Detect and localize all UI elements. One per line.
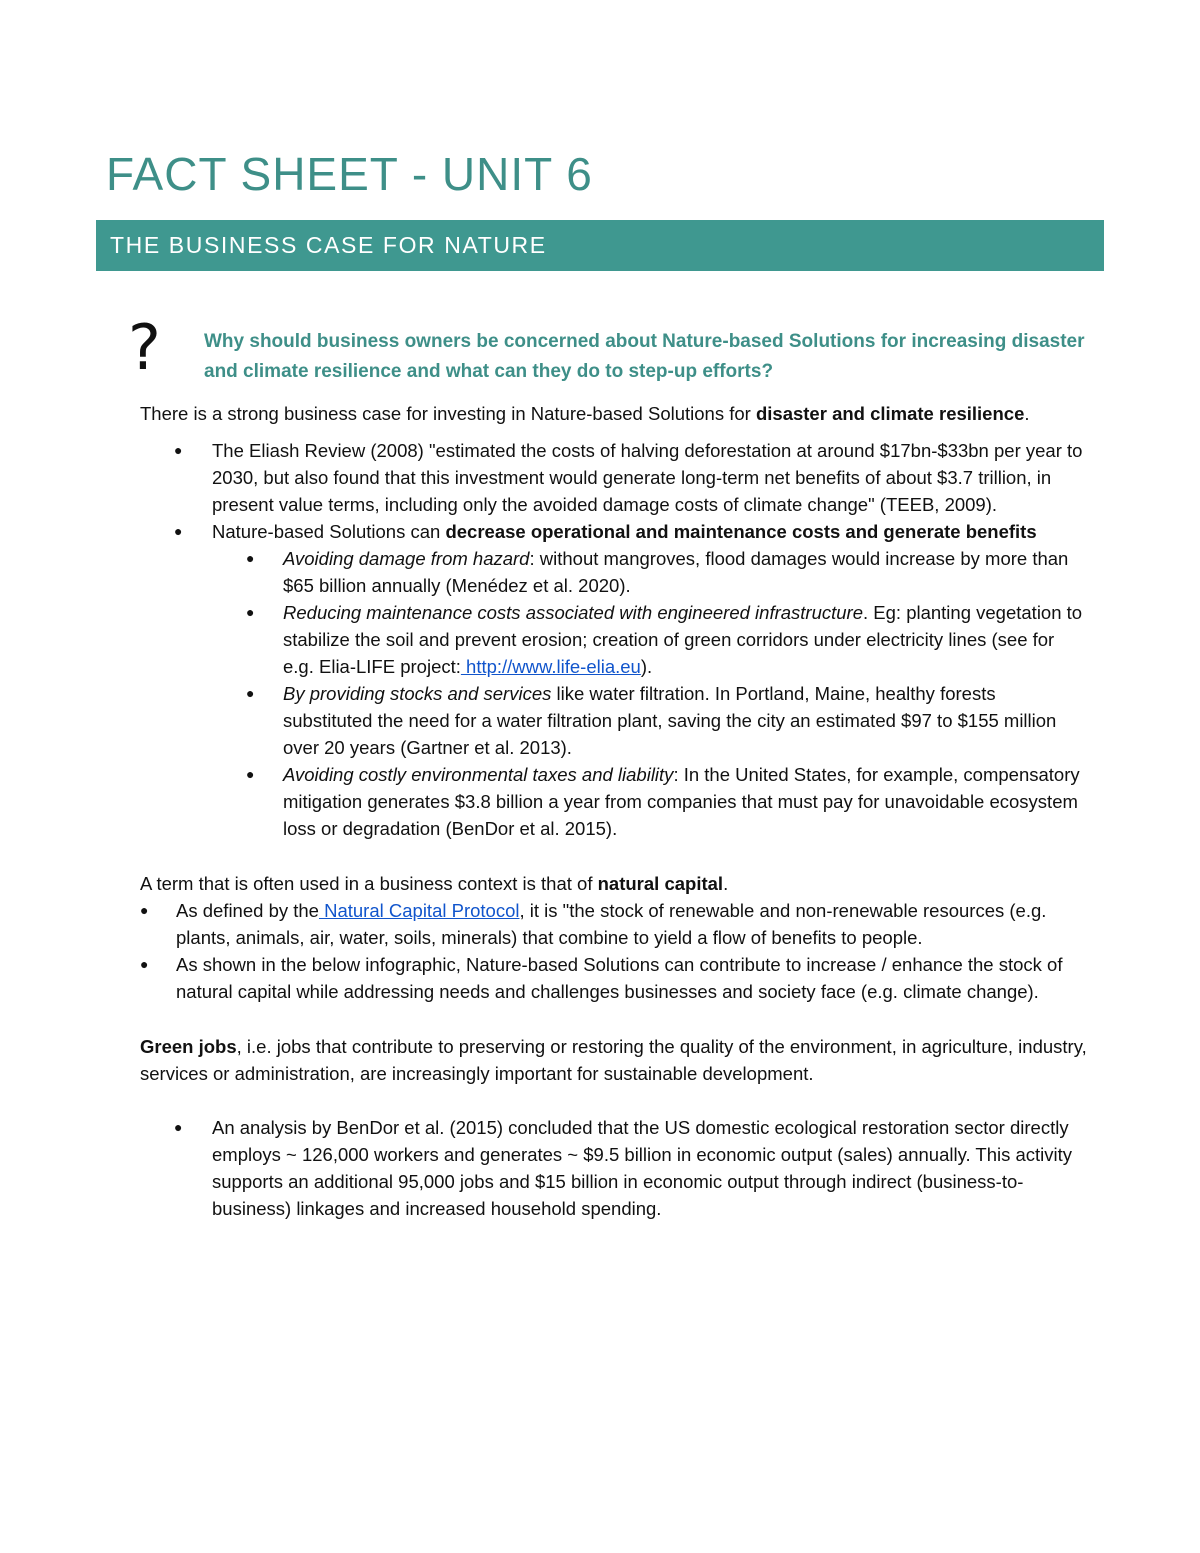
natural-capital-list (140, 897, 1090, 1005)
sub-italic: Avoiding damage from hazard (283, 548, 530, 569)
sub-after: ). (640, 656, 653, 677)
sub-text: like water filtration. In Portland, Maine, healthy forests substituted the need for a water filtration plant, saving the city an estimated $97 to $155 million over 20 years (Gartner et al. 2013). (283, 683, 1057, 758)
question-mark-icon: ? (128, 311, 161, 384)
bullet-icon: ● (246, 766, 255, 782)
list-item (140, 951, 1090, 1005)
sub-italic: Avoiding costly environmental taxes and liability (283, 764, 674, 785)
sub-italic: Reducing maintenance costs associated with engineered infrastructure (283, 602, 863, 623)
list-item (140, 545, 1090, 599)
natcap-lead: A term that is often used in a business context is that of (140, 873, 598, 894)
list-item (140, 897, 1090, 951)
bullet-icon: ● (174, 1119, 183, 1135)
bullet-icon: ● (246, 550, 255, 566)
nbs-bold: decrease operational and maintenance costs and generate benefits (445, 521, 1037, 542)
natcap-item-lead: As defined by the (176, 900, 319, 921)
natcap-tail: . (723, 873, 729, 894)
list-item (140, 599, 1090, 680)
key-question: Why should business owners be concerned about Nature-based Solutions for increasing disaster and climate resilience and what can they do to step-up efforts? (204, 331, 1085, 382)
sub-text: : In the United States, for example, compensatory mitigation generates $3.8 billion a year from companies that must pay for unavoidable ecosystem loss or degradation (BenDor et al. 2015). (283, 764, 1080, 839)
sub-italic: By providing stocks and services (283, 683, 552, 704)
natural-capital-paragraph (140, 870, 1090, 897)
intro-paragraph (140, 400, 1090, 427)
nbs-lead: Nature-based Solutions can (212, 521, 446, 542)
intro-tail: . (1024, 403, 1030, 424)
list-item (140, 518, 1090, 545)
natcap-item-text: , it is "the stock of renewable and non-renewable resources (e.g. plants, animals, air, water, soils, minerals) that combine to yield a flow of benefits to people. (176, 900, 1047, 948)
green-jobs-list (140, 1114, 1090, 1222)
business-case-list (140, 437, 1090, 842)
bullet-icon: ● (140, 902, 149, 918)
list-item (140, 1114, 1090, 1222)
section-banner: THE BUSINESS CASE FOR NATURE (96, 220, 1104, 271)
bullet-icon: ● (174, 523, 183, 539)
natural-capital-protocol-link[interactable]: Natural Capital Protocol (318, 900, 520, 921)
bullet-icon: ● (246, 604, 255, 620)
intro-lead: There is a strong business case for investing in Nature-based Solutions for (140, 403, 756, 424)
page-title: FACT SHEET - UNIT 6 (106, 148, 593, 200)
elia-life-link[interactable]: http://www.life-elia.eu (460, 656, 641, 677)
list-item (140, 761, 1090, 842)
intro-bold: disaster and climate resilience (755, 403, 1025, 424)
bullet-icon: ● (174, 442, 183, 458)
document-body (140, 400, 1090, 1222)
bullet-icon: ● (140, 956, 149, 972)
bendor-text: An analysis by BenDor et al. (2015) concluded that the US domestic ecological restoration sector directly employs ~ 126,000 workers and generates ~ $9.5 billion in economic output (sales) annually. This activity supports an additional 95,000 jobs and $15 billion in economic output through indirect (business-to-business) linkages and increased household spending. (212, 1117, 1073, 1219)
sub-text: : without mangroves, flood damages would increase by more than $65 billion annually (Menédez et al. 2020). (283, 548, 1069, 596)
list-item (140, 680, 1090, 761)
green-bold: Green jobs (140, 1036, 237, 1057)
eliash-text: The Eliash Review (2008) "estimated the costs of halving deforestation at around $17bn-$33bn per year to 2030, but also found that this investment would generate long-term net benefits of about $3.7 trillion, in present value terms, including only the avoided damage costs of climate change" (TEEB, 2009). (212, 440, 1083, 515)
green-text: , i.e. jobs that contribute to preserving or restoring the quality of the environment, in agriculture, industry, services or administration, are increasingly important for sustainable development. (140, 1036, 1087, 1084)
green-jobs-paragraph (140, 1033, 1090, 1087)
list-item (140, 437, 1090, 518)
bullet-icon: ● (246, 685, 255, 701)
sub-text: . Eg: planting vegetation to stabilize the soil and prevent erosion; creation of green corridors under electricity lines (see for e.g. Elia-LIFE project: (283, 602, 1083, 677)
natcap-bold: natural capital (597, 873, 724, 894)
natcap-item-text: As shown in the below infographic, Nature-based Solutions can contribute to increase / enhance the stock of natural capital while addressing needs and challenges businesses and society face (e.g. climate change). (176, 954, 1063, 1002)
